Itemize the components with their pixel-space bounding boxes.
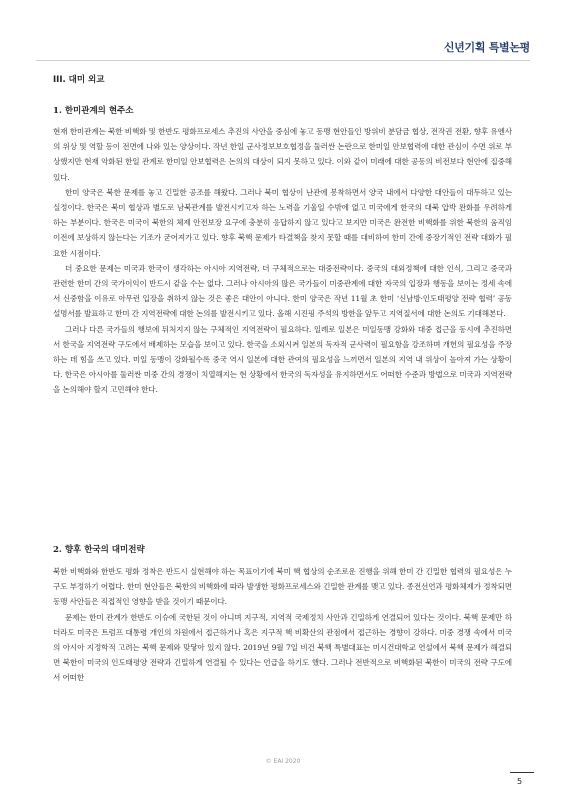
header-divider <box>36 60 530 61</box>
header-title: 신년기획 특별논평 <box>443 41 530 54</box>
subsection-1-heading: 1. 한미관계의 현주소 <box>53 106 134 116</box>
paragraph: 문제는 한미 관계가 한반도 이슈에 국한된 것이 아니며 지구적, 지역적 국제정치 사안과 긴밀하게 연결되어 있다는 것이다. 북핵 문제만 하더라도 미국은 트럼프 대통령 개인의 차원에서 접근하거나 혹은 지구적 핵 비확산의 관점에서 접근하는 경향이 강하다. 미중 경쟁 속에서 미국의 아시아 지정학적 고려는 북핵 문제와 맞닿아 있지 않다. 2019년 9월 7일 비건 북핵 특별대표는 미시건대학교 연설에서 북핵 문제가 해결되면 북한이 미국의 인도태평양 전략과 긴밀하게 연결될 수 있다는 언급을 하기도 했다. 그러나 전반적으로 비핵화된 북한이 미국의 전략 구도에서 어떠한 <box>53 612 512 683</box>
paragraph: 그러나 다른 국가들의 행보에 뒤처지지 않는 구체적인 지역전략이 필요하다. 일례로 일본은 미일동맹 강화와 대중 접근을 동시에 추진하면서 한국을 지역전략 구도에서 배제하는 모습을 보이고 있다. 한국을 소외시켜 일본의 독자적 군사력이 필요함을 강조하며 개헌의 필요성을 주장하는 데 힘을 쓰고 있다. 미일 동맹이 강화될수록 중국 역시 일본에 대한 관여의 필요성을 느끼면서 일본의 지역 내 위상이 높아져 가는 상황이다. 한국은 아시아를 둘러싼 미중 간의 경쟁이 치열해지는 현 상황에서 한국의 독자성을 유지하면서도 어떠한 수준과 방법으로 미국과 지역전략을 논의해야 할지 고민해야 한다. <box>53 324 512 395</box>
subsection-2-heading: 2. 향후 한국의 대미전략 <box>53 545 145 555</box>
paragraph: 현재 한미관계는 북한 비핵화 및 한반도 평화프로세스 추진의 사안을 중심에 놓고 동맹 현안들인 방위비 분담금 협상, 전작권 전환, 향후 유엔사의 위상 및 역할 등이 전면에 나와 있는 양상이다. 작년 한일 군사정보보호협정을 둘러싼 논란으로 한미일 안보협력에 대한 관심이 수면 위로 부상했지만 현재 악화된 한일 관계로 한미일 안보협력은 논의의 대상이 되지 못하고 있다. 이와 같이 미래에 대한 공동의 비전보다 현안에 집중해 있다. <box>53 127 512 182</box>
paragraph: 더 중요한 문제는 미국과 한국이 생각하는 아시아 지역전략, 더 구체적으로는 대중전략이다. 중국의 대외정책에 대한 인식, 그리고 중국과 관련한 한미 간의 국가이익이 반드시 같을 수는 없다. 그러나 아시아의 많은 국가들이 미중관계에 대한 자국의 입장과 행동을 보이는 정세 속에서 신중함을 이유로 아무런 입장을 취하지 않는 것은 좋은 대안이 아니다. 한미 양국은 작년 11월 초 한미 ‘신남방·인도태평양 전략 협력’ 공동 설명서를 발표하고 한미 간 지역전략에 대한 논의를 발전시키고 있다. 올해 시진핑 주석의 방한을 앞두고 지역질서에 대한 논의도 기대해본다. <box>53 263 512 319</box>
paragraph: 북한 비핵화와 한반도 평화 정착은 반드시 실현해야 하는 목표이기에 북미 핵 협상의 순조로운 진행을 위해 한미 간 긴밀한 협력의 필요성은 누구도 부정하기 어렵다. 한미 현안들은 북한의 비핵화에 따라 발생한 평화프로세스와 긴밀한 관계를 맺고 있다. 종전선언과 평화체제가 정착되면 동맹 사안들은 직접적인 영향을 받을 것이기 때문이다. <box>53 567 512 607</box>
subsection-1-body <box>53 124 512 398</box>
page-number: 5 <box>517 777 523 786</box>
footer-copyright: © EAI 2020 <box>265 758 301 765</box>
section-title: III. 대미 외교 <box>53 75 105 85</box>
subsection-2-body <box>53 564 512 686</box>
paragraph: 한미 양국은 북한 문제를 놓고 긴밀한 공조를 해왔다. 그러나 북미 협상이 난관에 봉착하면서 양국 내에서 다양한 대안들이 대두하고 있는 실정이다. 한국은 북미 협상과 별도로 남북관계를 발전시키고자 하는 노력을 기울일 수밖에 없고 미국에게 한국의 대북 압박 완화를 우려하게 하는 부분이다. 한국은 미국이 북한의 체제 안전보장 요구에 충분히 응답하지 않고 있다고 보지만 미국은 완전한 비핵화를 위한 북한의 움직임 이전에 보상하지 않는다는 기조가 굳어져가고 있다. 향후 북핵 문제가 타결책을 찾지 못할 때를 대비하여 한미 간에 중장기적인 전략 대화가 필요한 시점이다. <box>53 187 512 258</box>
footer-divider <box>510 772 534 773</box>
